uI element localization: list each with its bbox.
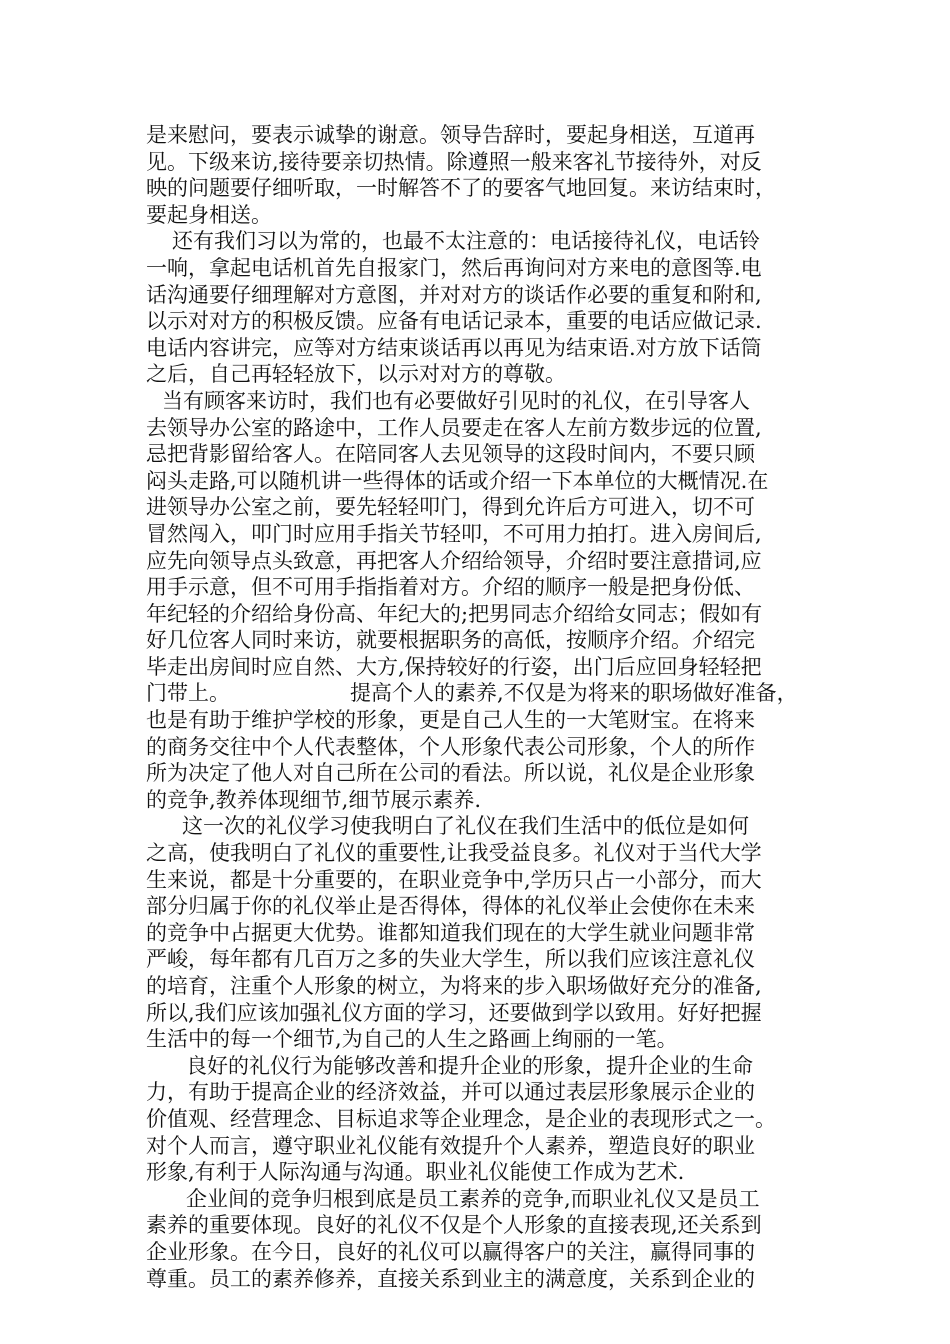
- text-line: 良好的礼仪行为能够改善和提升企业的形象，提升企业的生命: [186, 1053, 753, 1078]
- text-fragment: 提高个人的素养,不仅是为将来的职场做好准备，: [350, 681, 798, 706]
- text-line: 部分归属于你的礼仪举止是否得体，得体的礼仪举止会使你在未来: [146, 894, 755, 919]
- text-line: 也是有助于维护学校的形象，更是自己人生的一大笔财宝。在将来: [146, 708, 755, 733]
- text-line: 所以,我们应该加强礼仪方面的学习，还要做到学以致用。好好把握: [146, 1000, 762, 1025]
- body-text: [146, 122, 816, 1292]
- text-line: 去领导办公室的路途中，工作人员要走在客人左前方数步远的位置,: [146, 415, 762, 440]
- text-line: 话沟通要仔细理解对方意图，并对对方的谈话作必要的重复和附和,: [146, 282, 762, 307]
- text-line: 企业形象。在今日，良好的礼仪可以赢得客户的关注，赢得同事的: [146, 1239, 755, 1264]
- text-line: 对个人而言，遵守职业礼仪能有效提升个人素养，塑造良好的职业: [146, 1133, 755, 1158]
- text-line: 的商务交往中个人代表整体，个人形象代表公司形象，个人的所作: [146, 734, 755, 759]
- text-line: 形象,有利于人际沟通与沟通。职业礼仪能使工作成为艺术.: [146, 1160, 685, 1185]
- text-line: 进领导办公室之前，要先轻轻叩门，得到允许后方可进入，切不可: [146, 495, 755, 520]
- text-line: 毕走出房间时应自然、大方,保持较好的行姿，出门后应回身轻轻把: [146, 654, 762, 679]
- text-line: 以示对对方的积极反馈。应备有电话记录本，重要的电话应做记录.: [146, 309, 762, 334]
- text-line: 这一次的礼仪学习使我明白了礼仪在我们生活中的低位是如何: [182, 814, 749, 839]
- text-line: 之后，自己再轻轻放下，以示对对方的尊敬。: [146, 362, 566, 387]
- text-line: 还有我们习以为常的，也最不太注意的：电话接待礼仪，电话铃: [172, 229, 760, 254]
- text-line: 闷头走路,可以随机讲一些得体的话或介绍一下本单位的大概情况.在: [146, 468, 769, 493]
- text-line: 年纪轻的介绍给身份高、年纪大的;把男同志介绍给女同志；假如有: [146, 601, 763, 626]
- text-line: 当有顾客来访时，我们也有必要做好引见时的礼仪，在引导客人: [162, 388, 750, 413]
- text-line: 生活中的每一个细节,为自己的人生之路画上绚丽的一笔。: [146, 1027, 678, 1052]
- text-line: 应先向领导点头致意，再把客人介绍给领导，介绍时要注意措词,应: [146, 548, 762, 573]
- text-line: 价值观、经营理念、目标追求等企业理念，是企业的表现形式之一。: [146, 1106, 776, 1131]
- text-line: 的培育，注重个人形象的树立，为将来的步入职场做好充分的准备,: [146, 974, 762, 998]
- text-line: 是来慰问，要表示诚挚的谢意。领导告辞时，要起身相送，互道再: [146, 123, 755, 147]
- text-line: 企业间的竞争归根到底是员工素养的竞争,而职业礼仪又是员工: [186, 1186, 760, 1211]
- text-line: 一响，拿起电话机首先自报家门，然后再询问对方来电的意图等.电: [146, 255, 762, 280]
- text-line: 生来说，都是十分重要的，在职业竞争中,学历只占一小部分，而大: [146, 867, 762, 892]
- text-line: 力，有助于提高企业的经济效益，并可以通过表层形象展示企业的: [146, 1080, 755, 1105]
- text-fragment: 门带上。: [146, 681, 230, 706]
- text-line: 见。下级来访,接待要亲切热情。除遵照一般来客礼节接待外，对反: [146, 149, 762, 174]
- text-line: 要起身相送。: [146, 202, 272, 227]
- text-line: 素养的重要体现。良好的礼仪不仅是个人形象的直接表现,还关系到: [146, 1213, 762, 1238]
- text-line: 好几位客人同时来访，就要根据职务的高低，按顺序介绍。介绍完: [146, 628, 755, 653]
- text-line: 电话内容讲完，应等对方结束谈话再以再见为结束语.对方放下话筒: [146, 335, 762, 360]
- text-line: 严峻，每年都有几百万之多的失业大学生，所以我们应该注意礼仪: [146, 947, 755, 972]
- text-line: 忌把背影留给客人。在陪同客人去见领导的这段时间内，不要只顾: [146, 442, 755, 467]
- text-line: 用手示意，但不可用手指指着对方。介绍的顺序一般是把身份低、: [146, 575, 755, 600]
- text-line: 尊重。员工的素养修养，直接关系到业主的满意度，关系到企业的: [146, 1266, 755, 1291]
- text-line: 之高，使我明白了礼仪的重要性,让我受益良多。礼仪对于当代大学: [146, 841, 762, 866]
- text-line-with-inline-paragraph: [146, 680, 816, 707]
- text-line: 的竞争,教养体现细节,细节展示素养.: [146, 787, 482, 812]
- text-line: 映的问题要仔细听取，一时解答不了的要客气地回复。来访结束时，: [146, 176, 776, 201]
- text-line: 冒然闯入，叩门时应用手指关节轻叩，不可用力拍打。进入房间后,: [146, 521, 762, 546]
- text-line: 的竞争中占据更大优势。谁都知道我们现在的大学生就业问题非常: [146, 920, 755, 945]
- text-line: 所为决定了他人对自己所在公司的看法。所以说，礼仪是企业形象: [146, 761, 755, 786]
